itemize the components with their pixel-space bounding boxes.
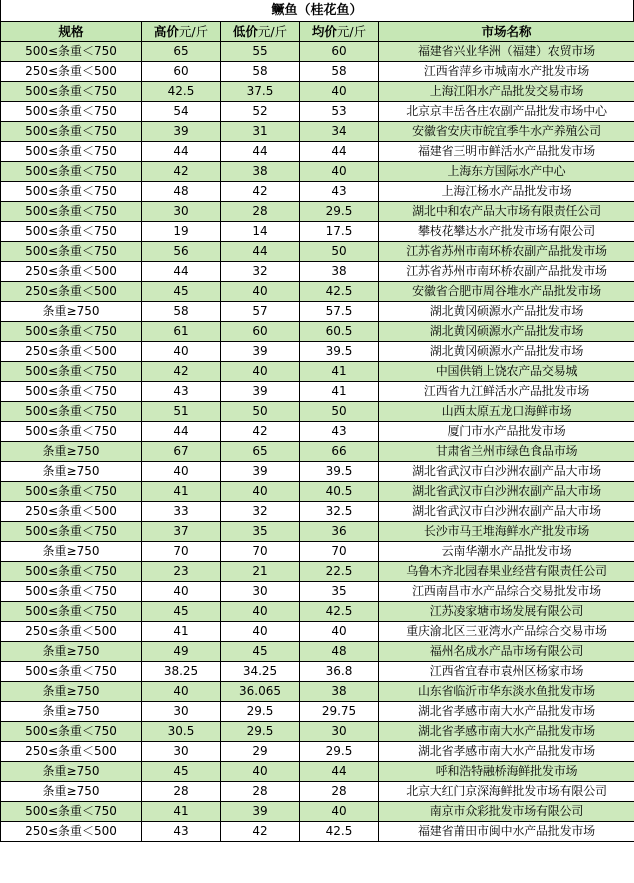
cell-low-price: 35 xyxy=(221,522,300,542)
table-row xyxy=(1,402,634,422)
cell-avg-price: 40 xyxy=(300,82,379,102)
cell-high-price: 60 xyxy=(142,62,221,82)
table-row xyxy=(1,742,634,762)
cell-market-name: 重庆渝北区三亚湾水产品综合交易市场 xyxy=(379,622,634,642)
cell-market-name: 山西太原五龙口海鲜市场 xyxy=(379,402,634,422)
cell-market-name: 乌鲁木齐北园春果业经营有限责任公司 xyxy=(379,562,634,582)
cell-avg-price: 53 xyxy=(300,102,379,122)
cell-high-price: 45 xyxy=(142,602,221,622)
cell-avg-price: 35 xyxy=(300,582,379,602)
cell-high-price: 70 xyxy=(142,542,221,562)
cell-low-price: 28 xyxy=(221,782,300,802)
table-row xyxy=(1,442,634,462)
cell-spec: 250≤条重＜500 xyxy=(1,622,142,642)
header-avg-label: 均价 xyxy=(311,24,337,39)
cell-market-name: 湖北省孝感市南大水产品批发市场 xyxy=(379,702,634,722)
cell-low-price: 57 xyxy=(221,302,300,322)
table-row xyxy=(1,182,634,202)
cell-avg-price: 36 xyxy=(300,522,379,542)
cell-avg-price: 40 xyxy=(300,162,379,182)
cell-avg-price: 22.5 xyxy=(300,562,379,582)
table-row xyxy=(1,282,634,302)
cell-market-name: 湖北黄冈硕源水产品批发市场 xyxy=(379,322,634,342)
cell-spec: 500≤条重＜750 xyxy=(1,522,142,542)
cell-market-name: 中国供销上饶农产品交易城 xyxy=(379,362,634,382)
cell-market-name: 江西省九江鲜活水产品批发市场 xyxy=(379,382,634,402)
price-table xyxy=(0,21,634,842)
cell-market-name: 湖北省武汉市白沙洲农副产品大市场 xyxy=(379,502,634,522)
cell-high-price: 30 xyxy=(142,742,221,762)
cell-high-price: 43 xyxy=(142,382,221,402)
table-row xyxy=(1,202,634,222)
cell-spec: 条重≥750 xyxy=(1,682,142,702)
cell-low-price: 32 xyxy=(221,502,300,522)
cell-spec: 500≤条重＜750 xyxy=(1,802,142,822)
cell-avg-price: 60 xyxy=(300,42,379,62)
cell-market-name: 安徽省合肥市周谷堆水产品批发市场 xyxy=(379,282,634,302)
cell-low-price: 60 xyxy=(221,322,300,342)
cell-spec: 250≤条重＜500 xyxy=(1,822,142,842)
cell-market-name: 江苏凌家塘市场发展有限公司 xyxy=(379,602,634,622)
cell-avg-price: 34 xyxy=(300,122,379,142)
cell-avg-price: 42.5 xyxy=(300,602,379,622)
cell-low-price: 42 xyxy=(221,822,300,842)
cell-high-price: 42 xyxy=(142,362,221,382)
cell-spec: 500≤条重＜750 xyxy=(1,422,142,442)
cell-low-price: 44 xyxy=(221,142,300,162)
cell-market-name: 湖北省孝感市南大水产品批发市场 xyxy=(379,722,634,742)
cell-high-price: 42 xyxy=(142,162,221,182)
cell-spec: 500≤条重＜750 xyxy=(1,402,142,422)
table-row xyxy=(1,622,634,642)
cell-avg-price: 44 xyxy=(300,762,379,782)
cell-avg-price: 57.5 xyxy=(300,302,379,322)
cell-market-name: 呼和浩特融桥海鲜批发市场 xyxy=(379,762,634,782)
table-row xyxy=(1,562,634,582)
cell-low-price: 21 xyxy=(221,562,300,582)
cell-spec: 500≤条重＜750 xyxy=(1,382,142,402)
cell-high-price: 45 xyxy=(142,282,221,302)
cell-spec: 250≤条重＜500 xyxy=(1,262,142,282)
cell-market-name: 福建省三明市鲜活水产品批发市场 xyxy=(379,142,634,162)
cell-high-price: 45 xyxy=(142,762,221,782)
cell-high-price: 30 xyxy=(142,202,221,222)
cell-spec: 250≤条重＜500 xyxy=(1,342,142,362)
cell-market-name: 湖北中和农产品大市场有限责任公司 xyxy=(379,202,634,222)
cell-low-price: 50 xyxy=(221,402,300,422)
cell-market-name: 福建省兴业华洲（福建）农贸市场 xyxy=(379,42,634,62)
header-market-label: 市场名称 xyxy=(481,24,532,39)
cell-market-name: 湖北省武汉市白沙洲农副产品大市场 xyxy=(379,482,634,502)
cell-high-price: 33 xyxy=(142,502,221,522)
cell-avg-price: 17.5 xyxy=(300,222,379,242)
cell-low-price: 42 xyxy=(221,422,300,442)
cell-spec: 500≤条重＜750 xyxy=(1,162,142,182)
table-row xyxy=(1,522,634,542)
cell-market-name: 江西省宜春市袁州区杨家市场 xyxy=(379,662,634,682)
table-row xyxy=(1,102,634,122)
cell-high-price: 41 xyxy=(142,802,221,822)
cell-spec: 500≤条重＜750 xyxy=(1,82,142,102)
cell-high-price: 40 xyxy=(142,462,221,482)
cell-high-price: 39 xyxy=(142,122,221,142)
cell-high-price: 37 xyxy=(142,522,221,542)
cell-market-name: 上海东方国际水产中心 xyxy=(379,162,634,182)
cell-spec: 500≤条重＜750 xyxy=(1,662,142,682)
table-row xyxy=(1,122,634,142)
cell-market-name: 安徽省安庆市皖宜季牛水产养殖公司 xyxy=(379,122,634,142)
cell-low-price: 36.065 xyxy=(221,682,300,702)
table-row xyxy=(1,422,634,442)
cell-spec: 条重≥750 xyxy=(1,762,142,782)
cell-avg-price: 40 xyxy=(300,802,379,822)
table-row xyxy=(1,582,634,602)
cell-low-price: 29.5 xyxy=(221,702,300,722)
table-row xyxy=(1,502,634,522)
cell-spec: 500≤条重＜750 xyxy=(1,202,142,222)
cell-avg-price: 29.75 xyxy=(300,702,379,722)
cell-spec: 500≤条重＜750 xyxy=(1,562,142,582)
cell-spec: 条重≥750 xyxy=(1,782,142,802)
cell-high-price: 19 xyxy=(142,222,221,242)
cell-low-price: 37.5 xyxy=(221,82,300,102)
cell-spec: 500≤条重＜750 xyxy=(1,602,142,622)
cell-low-price: 39 xyxy=(221,462,300,482)
cell-high-price: 54 xyxy=(142,102,221,122)
cell-high-price: 49 xyxy=(142,642,221,662)
cell-avg-price: 60.5 xyxy=(300,322,379,342)
cell-spec: 条重≥750 xyxy=(1,702,142,722)
cell-avg-price: 44 xyxy=(300,142,379,162)
cell-spec: 250≤条重＜500 xyxy=(1,282,142,302)
cell-avg-price: 30 xyxy=(300,722,379,742)
cell-market-name: 上海江杨水产品批发市场 xyxy=(379,182,634,202)
table-row xyxy=(1,242,634,262)
header-spec xyxy=(1,22,142,42)
table-row xyxy=(1,822,634,842)
cell-high-price: 38.25 xyxy=(142,662,221,682)
cell-spec: 250≤条重＜500 xyxy=(1,62,142,82)
table-row xyxy=(1,82,634,102)
cell-low-price: 52 xyxy=(221,102,300,122)
header-row xyxy=(1,22,634,42)
cell-low-price: 40 xyxy=(221,762,300,782)
cell-spec: 500≤条重＜750 xyxy=(1,42,142,62)
cell-avg-price: 41 xyxy=(300,362,379,382)
table-row xyxy=(1,662,634,682)
cell-market-name: 北京京丰岳各庄农副产品批发市场中心 xyxy=(379,102,634,122)
cell-avg-price: 70 xyxy=(300,542,379,562)
cell-low-price: 29 xyxy=(221,742,300,762)
cell-market-name: 福州名成水产品市场有限公司 xyxy=(379,642,634,662)
cell-low-price: 31 xyxy=(221,122,300,142)
header-spec-label: 规格 xyxy=(58,24,84,39)
table-row xyxy=(1,722,634,742)
cell-avg-price: 38 xyxy=(300,262,379,282)
cell-high-price: 28 xyxy=(142,782,221,802)
cell-market-name: 江苏省苏州市南环桥农副产品批发市场 xyxy=(379,262,634,282)
table-row xyxy=(1,362,634,382)
cell-market-name: 厦门市水产品批发市场 xyxy=(379,422,634,442)
cell-avg-price: 29.5 xyxy=(300,742,379,762)
cell-high-price: 41 xyxy=(142,622,221,642)
cell-low-price: 40 xyxy=(221,602,300,622)
cell-low-price: 39 xyxy=(221,342,300,362)
table-row xyxy=(1,142,634,162)
table-row xyxy=(1,802,634,822)
table-row xyxy=(1,542,634,562)
table-row xyxy=(1,222,634,242)
cell-avg-price: 39.5 xyxy=(300,342,379,362)
cell-spec: 500≤条重＜750 xyxy=(1,142,142,162)
cell-high-price: 43 xyxy=(142,822,221,842)
table-row xyxy=(1,602,634,622)
cell-avg-price: 28 xyxy=(300,782,379,802)
table-row xyxy=(1,302,634,322)
cell-market-name: 长沙市马王堆海鲜水产批发市场 xyxy=(379,522,634,542)
cell-low-price: 29.5 xyxy=(221,722,300,742)
cell-low-price: 38 xyxy=(221,162,300,182)
cell-low-price: 45 xyxy=(221,642,300,662)
cell-high-price: 51 xyxy=(142,402,221,422)
table-row xyxy=(1,682,634,702)
header-market xyxy=(379,22,634,42)
header-high-price xyxy=(142,22,221,42)
cell-avg-price: 40.5 xyxy=(300,482,379,502)
cell-spec: 500≤条重＜750 xyxy=(1,182,142,202)
cell-spec: 条重≥750 xyxy=(1,642,142,662)
cell-avg-price: 43 xyxy=(300,422,379,442)
cell-spec: 500≤条重＜750 xyxy=(1,102,142,122)
cell-high-price: 67 xyxy=(142,442,221,462)
cell-market-name: 南京市众彩批发市场有限公司 xyxy=(379,802,634,822)
cell-high-price: 44 xyxy=(142,262,221,282)
cell-low-price: 55 xyxy=(221,42,300,62)
cell-spec: 500≤条重＜750 xyxy=(1,362,142,382)
cell-market-name: 山东省临沂市华东淡水鱼批发市场 xyxy=(379,682,634,702)
cell-avg-price: 42.5 xyxy=(300,282,379,302)
cell-low-price: 28 xyxy=(221,202,300,222)
cell-low-price: 40 xyxy=(221,622,300,642)
cell-high-price: 56 xyxy=(142,242,221,262)
table-row xyxy=(1,62,634,82)
cell-spec: 250≤条重＜500 xyxy=(1,742,142,762)
table-row xyxy=(1,162,634,182)
cell-low-price: 30 xyxy=(221,582,300,602)
table-row xyxy=(1,462,634,482)
cell-spec: 条重≥750 xyxy=(1,302,142,322)
table-row xyxy=(1,342,634,362)
cell-spec: 500≤条重＜750 xyxy=(1,322,142,342)
cell-spec: 500≤条重＜750 xyxy=(1,482,142,502)
cell-high-price: 65 xyxy=(142,42,221,62)
table-row xyxy=(1,382,634,402)
header-avg-unit: 元/斤 xyxy=(336,24,367,39)
cell-avg-price: 50 xyxy=(300,242,379,262)
cell-low-price: 39 xyxy=(221,802,300,822)
cell-market-name: 江西省萍乡市城南水产批发市场 xyxy=(379,62,634,82)
cell-market-name: 湖北省武汉市白沙洲农副产品大市场 xyxy=(379,462,634,482)
cell-market-name: 福建省莆田市闽中水产品批发市场 xyxy=(379,822,634,842)
cell-market-name: 上海江阳水产品批发交易市场 xyxy=(379,82,634,102)
cell-spec: 条重≥750 xyxy=(1,462,142,482)
cell-market-name: 江西南昌市水产品综合交易批发市场 xyxy=(379,582,634,602)
cell-avg-price: 36.8 xyxy=(300,662,379,682)
cell-low-price: 65 xyxy=(221,442,300,462)
cell-high-price: 40 xyxy=(142,342,221,362)
cell-avg-price: 32.5 xyxy=(300,502,379,522)
header-low-price xyxy=(221,22,300,42)
table-row xyxy=(1,642,634,662)
cell-high-price: 44 xyxy=(142,142,221,162)
cell-high-price: 44 xyxy=(142,422,221,442)
cell-low-price: 40 xyxy=(221,362,300,382)
cell-market-name: 湖北省孝感市南大水产品批发市场 xyxy=(379,742,634,762)
cell-high-price: 58 xyxy=(142,302,221,322)
cell-market-name: 湖北黄冈硕源水产品批发市场 xyxy=(379,342,634,362)
cell-high-price: 30.5 xyxy=(142,722,221,742)
cell-avg-price: 42.5 xyxy=(300,822,379,842)
table-row xyxy=(1,322,634,342)
cell-spec: 500≤条重＜750 xyxy=(1,722,142,742)
cell-low-price: 39 xyxy=(221,382,300,402)
cell-spec: 条重≥750 xyxy=(1,542,142,562)
table-row xyxy=(1,702,634,722)
cell-market-name: 江苏省苏州市南环桥农副产品批发市场 xyxy=(379,242,634,262)
cell-market-name: 甘肃省兰州市绿色食品市场 xyxy=(379,442,634,462)
cell-high-price: 23 xyxy=(142,562,221,582)
cell-low-price: 32 xyxy=(221,262,300,282)
table-row xyxy=(1,42,634,62)
cell-high-price: 30 xyxy=(142,702,221,722)
cell-avg-price: 58 xyxy=(300,62,379,82)
table-body xyxy=(1,42,634,842)
sheet-title: 鳜鱼（桂花鱼） xyxy=(0,0,634,21)
table-row xyxy=(1,262,634,282)
cell-avg-price: 50 xyxy=(300,402,379,422)
cell-low-price: 40 xyxy=(221,482,300,502)
cell-spec: 500≤条重＜750 xyxy=(1,122,142,142)
cell-spec: 500≤条重＜750 xyxy=(1,242,142,262)
cell-high-price: 42.5 xyxy=(142,82,221,102)
cell-low-price: 40 xyxy=(221,282,300,302)
cell-market-name: 攀枝花攀达水产批发市场有限公司 xyxy=(379,222,634,242)
cell-avg-price: 41 xyxy=(300,382,379,402)
table-row xyxy=(1,782,634,802)
cell-low-price: 34.25 xyxy=(221,662,300,682)
table-row xyxy=(1,762,634,782)
cell-high-price: 48 xyxy=(142,182,221,202)
header-high-unit: 元/斤 xyxy=(178,24,209,39)
table-row xyxy=(1,482,634,502)
cell-market-name: 北京大红门京深海鲜批发市场有限公司 xyxy=(379,782,634,802)
cell-high-price: 40 xyxy=(142,682,221,702)
header-high-label: 高价 xyxy=(153,24,179,39)
cell-spec: 条重≥750 xyxy=(1,442,142,462)
cell-avg-price: 40 xyxy=(300,622,379,642)
cell-market-name: 湖北黄冈硕源水产品批发市场 xyxy=(379,302,634,322)
cell-low-price: 14 xyxy=(221,222,300,242)
cell-high-price: 61 xyxy=(142,322,221,342)
cell-avg-price: 38 xyxy=(300,682,379,702)
cell-avg-price: 48 xyxy=(300,642,379,662)
cell-low-price: 58 xyxy=(221,62,300,82)
cell-high-price: 41 xyxy=(142,482,221,502)
cell-avg-price: 43 xyxy=(300,182,379,202)
cell-avg-price: 39.5 xyxy=(300,462,379,482)
cell-low-price: 70 xyxy=(221,542,300,562)
header-low-label: 低价 xyxy=(232,24,258,39)
cell-spec: 500≤条重＜750 xyxy=(1,582,142,602)
cell-market-name: 云南华潮水产品批发市场 xyxy=(379,542,634,562)
cell-low-price: 42 xyxy=(221,182,300,202)
cell-high-price: 40 xyxy=(142,582,221,602)
cell-spec: 500≤条重＜750 xyxy=(1,222,142,242)
cell-avg-price: 66 xyxy=(300,442,379,462)
cell-avg-price: 29.5 xyxy=(300,202,379,222)
header-low-unit: 元/斤 xyxy=(257,24,288,39)
header-avg-price xyxy=(300,22,379,42)
cell-low-price: 44 xyxy=(221,242,300,262)
cell-spec: 250≤条重＜500 xyxy=(1,502,142,522)
